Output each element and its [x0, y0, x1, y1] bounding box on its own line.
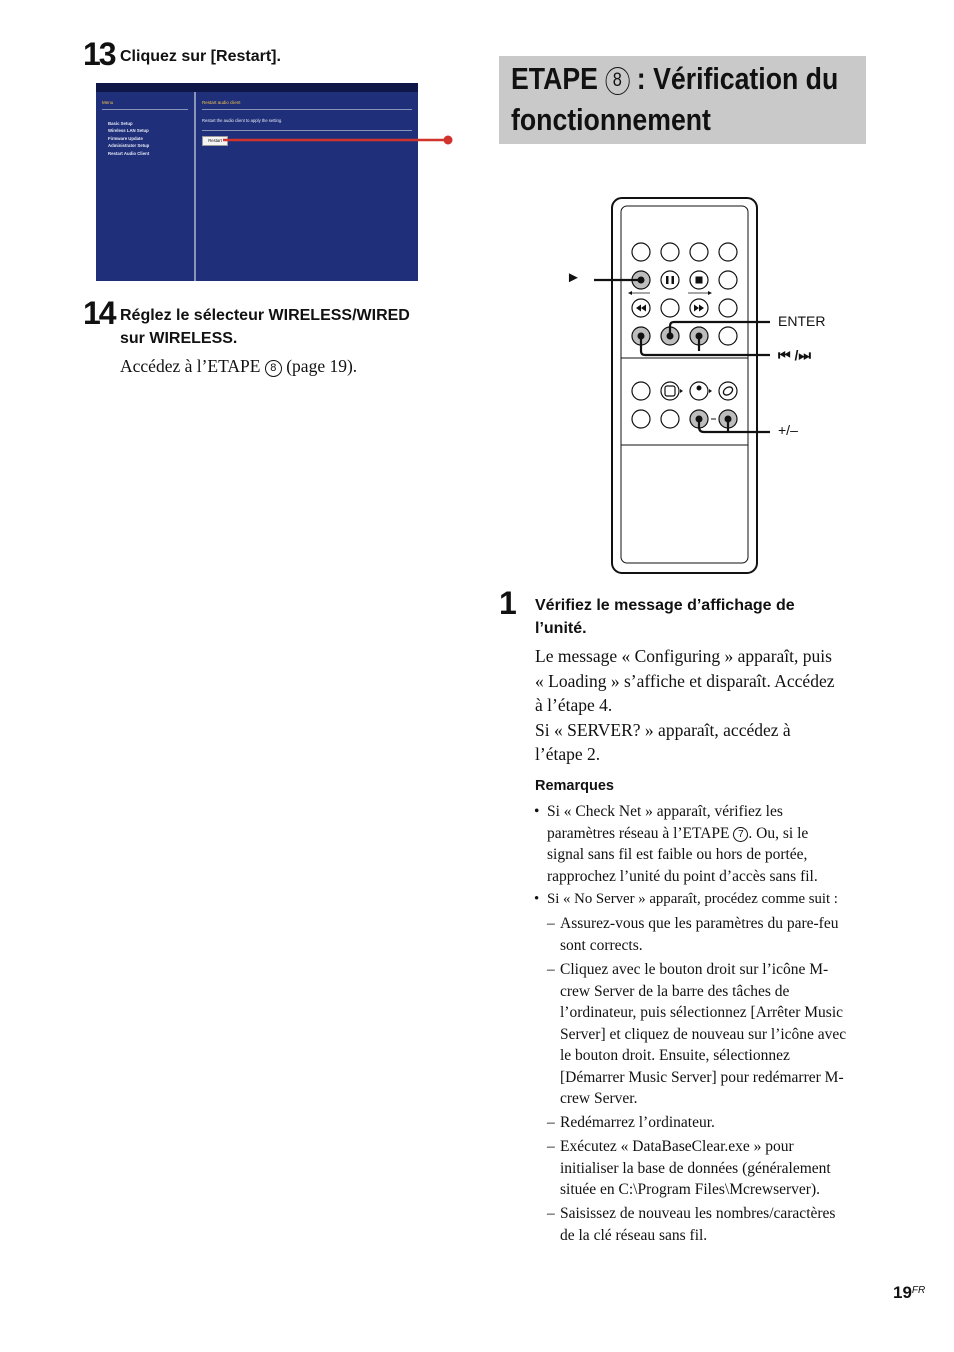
etape-8-heading-box: [499, 56, 866, 144]
screenshot-menu-heading: Menu: [102, 100, 114, 105]
step-1-title-line2: l’unité.: [535, 620, 587, 637]
dash-line: Cliquez avec le bouton droit sur l’icône M-: [560, 961, 829, 978]
etape-title-after: : Vérification du: [629, 61, 839, 96]
dash-line: située en C:\Program Files\Mcrewserver).: [560, 1181, 820, 1198]
step-1-body-line: Si « SERVER? » apparaît, accédez à: [535, 719, 791, 740]
bullet-mark: •: [534, 891, 540, 907]
bullet-1-line: signal sans fil est faible ou hors de portée,: [547, 846, 808, 863]
step-13-number: 13: [83, 36, 115, 72]
step-1-number: 1: [499, 585, 515, 621]
remote-volume-label: +/–: [778, 422, 798, 438]
remarque-bullet-1: [534, 801, 874, 887]
remarque-dash-4: [547, 1136, 872, 1201]
restart-screenshot: [96, 83, 418, 281]
bullet-mark: •: [534, 803, 540, 820]
dash-line: Server] et cliquez de nouveau sur l’icône avec: [560, 1025, 847, 1043]
dash-line: Assurez-vous que les paramètres du pare-feu: [560, 915, 839, 932]
remote-prev-next-label: ⏮ /⏭: [778, 347, 811, 363]
bullet-2-text: Si « No Server » apparaît, procédez comme suit :: [547, 891, 838, 907]
dash-mark: –: [547, 961, 555, 978]
remarque-dash-2: [547, 959, 872, 1110]
step-14-number: 14: [83, 295, 115, 331]
etape-circled-number: 8: [605, 67, 629, 95]
remarque-dash-5: [547, 1203, 872, 1246]
screenshot-menu-rule: [102, 109, 188, 110]
page-number-value: 19: [893, 1283, 912, 1302]
bullet-1-line: Si « Check Net » apparaît, vérifiez les: [547, 803, 783, 820]
remote-control-illustration: [560, 195, 770, 577]
dash-line: le bouton droit. Ensuite, sélectionnez: [560, 1047, 790, 1064]
step-14-body-before: Accédez à l’ETAPE: [120, 356, 265, 376]
screenshot-menu-item: Administrator Setup: [108, 143, 150, 148]
step-1-body: [535, 644, 834, 767]
screenshot-titlebar: [96, 83, 418, 92]
page-number-suffix: FR: [911, 1285, 926, 1296]
screenshot-menu-item: Firmware Update: [108, 136, 143, 141]
remarque-dash-3: [547, 1112, 872, 1134]
circled-number-8: 8: [265, 360, 282, 377]
dash-line: Redémarrez l’ordinateur.: [560, 1114, 715, 1131]
step-1-body-line: « Loading » s’affiche et disparaît. Accédez: [535, 670, 835, 691]
dash-mark: –: [547, 1138, 555, 1155]
dash-line: l’ordinateur, puis sélectionnez [Arrêter Music: [560, 1004, 844, 1021]
etape-title-before: ETAPE: [511, 61, 606, 96]
step-1-body-line: l’étape 2.: [535, 744, 601, 764]
dash-line: crew Server.: [560, 1090, 638, 1107]
page-number: [893, 1283, 925, 1303]
screenshot-right-heading: Restart audio client: [202, 100, 241, 105]
dash-line: initialiser la base de données (généralement: [560, 1159, 831, 1177]
step-14-title-line1: Réglez le sélecteur WIRELESS/WIRED: [120, 307, 410, 324]
dash-line: de la clé réseau sans fil.: [560, 1226, 708, 1244]
remote-enter-label: ENTER: [778, 313, 826, 329]
dash-mark: –: [547, 915, 555, 932]
bullet-1-line2-before: paramètres réseau à l’ETAPE: [547, 824, 734, 842]
remarque-bullet-2: [534, 889, 874, 911]
dash-line: [Démarrer Music Server] pour redémarrer M-: [560, 1068, 844, 1086]
dash-line: crew Server de la barre des tâches de: [560, 982, 790, 1000]
circled-number-7: 7: [733, 827, 748, 842]
step-14-title-line2: sur WIRELESS.: [120, 330, 238, 347]
remarque-dash-1: [547, 913, 872, 956]
bullet-1-line2-after: . Ou, si le: [748, 824, 809, 842]
dash-line: sont corrects.: [560, 936, 643, 954]
dash-mark: –: [547, 1114, 555, 1131]
step-14-body-after: (page 19).: [281, 356, 358, 376]
screenshot-right-text: Restart the audio client to apply the setting.: [202, 118, 283, 123]
screenshot-menu-item: Restart Audio Client: [108, 151, 150, 156]
etape-8-title: [511, 58, 839, 140]
screenshot-menu-item: Wireless LAN Setup: [108, 128, 149, 133]
step-1-title-line1: Vérifiez le message d’affichage de: [535, 597, 795, 614]
dash-line: Exécutez « DataBaseClear.exe » pour: [560, 1138, 794, 1155]
restart-callout-line: [220, 130, 455, 150]
screenshot-divider: [194, 92, 196, 281]
bullet-1-line: [547, 823, 874, 845]
screenshot-right-rule: [202, 109, 412, 110]
step-1-body-line: à l’étape 4.: [535, 695, 613, 715]
screenshot-menu-item: Basic Setup: [108, 121, 133, 126]
remote-play-label: ►: [566, 269, 581, 286]
remarques-title: Remarques: [535, 778, 614, 794]
step-13-title: Cliquez sur [Restart].: [120, 48, 281, 65]
step-14-body: [120, 354, 357, 379]
step-1-body-line: Le message « Configuring » apparaît, puis: [535, 646, 832, 666]
screenshot-restart-button: Restart: [202, 136, 228, 146]
bullet-1-line: rapprochez l’unité du point d’accès sans fil.: [547, 867, 818, 885]
dash-mark: –: [547, 1205, 555, 1222]
dash-line: Saisissez de nouveau les nombres/caractères: [560, 1205, 836, 1222]
etape-title-line2: fonctionnement: [511, 102, 711, 137]
